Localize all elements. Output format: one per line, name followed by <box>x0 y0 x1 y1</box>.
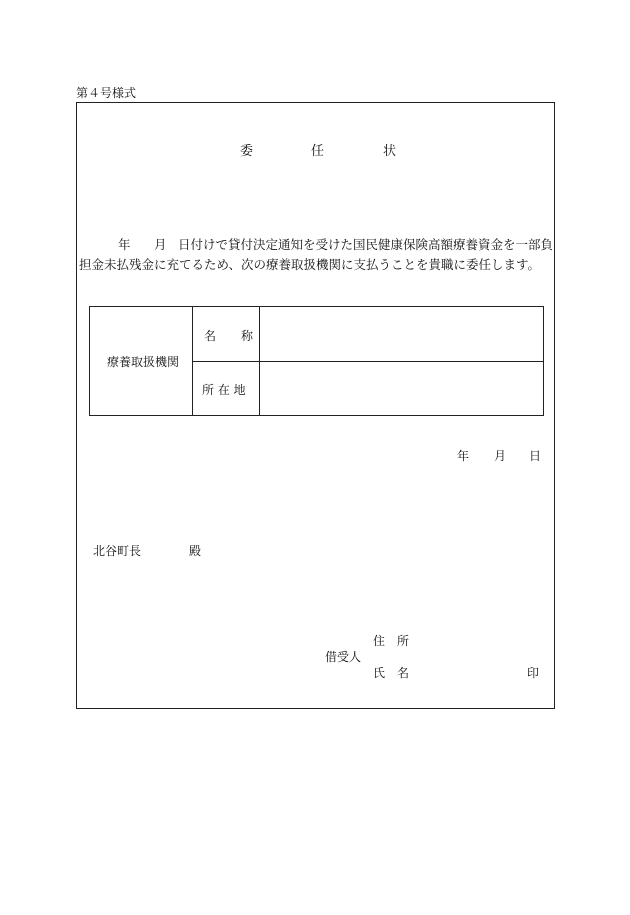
addressee-name: 北谷町長 <box>93 544 142 558</box>
address-label-char-1: 住 <box>373 634 386 648</box>
date-year: 年 <box>457 449 470 463</box>
date-month: 月 <box>494 449 507 463</box>
title-char-2: 任 <box>311 144 325 159</box>
name-label-char-2: 名 <box>397 666 410 680</box>
title-char-3: 状 <box>383 144 397 159</box>
address-label-char-2: 所 <box>397 634 410 648</box>
body-date-year: 年 <box>118 237 131 252</box>
name-label-char-2: 称 <box>241 329 254 343</box>
name-label-char-1: 名 <box>204 329 217 343</box>
institution-group-label: 療養取扱機関 <box>107 355 180 369</box>
title-char-1: 委 <box>240 144 254 159</box>
body-date-month: 月 <box>154 237 167 252</box>
form-number: 第４号様式 <box>76 86 137 100</box>
body-line-1: 日付けで貸付決定通知を受けた国民健康保険高額療養資金を一部負 <box>178 237 554 252</box>
date-day: 日 <box>529 449 542 463</box>
address-label: 所 在 地 <box>202 383 246 397</box>
body-line-2: 担金未払残金に充てるため、次の療養取扱機関に支払うことを貴職に委任します。 <box>79 257 541 272</box>
borrower-role-label: 借受人 <box>325 650 362 664</box>
seal-mark: 印 <box>527 666 540 680</box>
name-label-char-1: 氏 <box>373 666 386 680</box>
table-row-divider <box>192 361 543 362</box>
medical-institution-table <box>89 306 544 416</box>
addressee-honorific: 殿 <box>189 544 202 558</box>
